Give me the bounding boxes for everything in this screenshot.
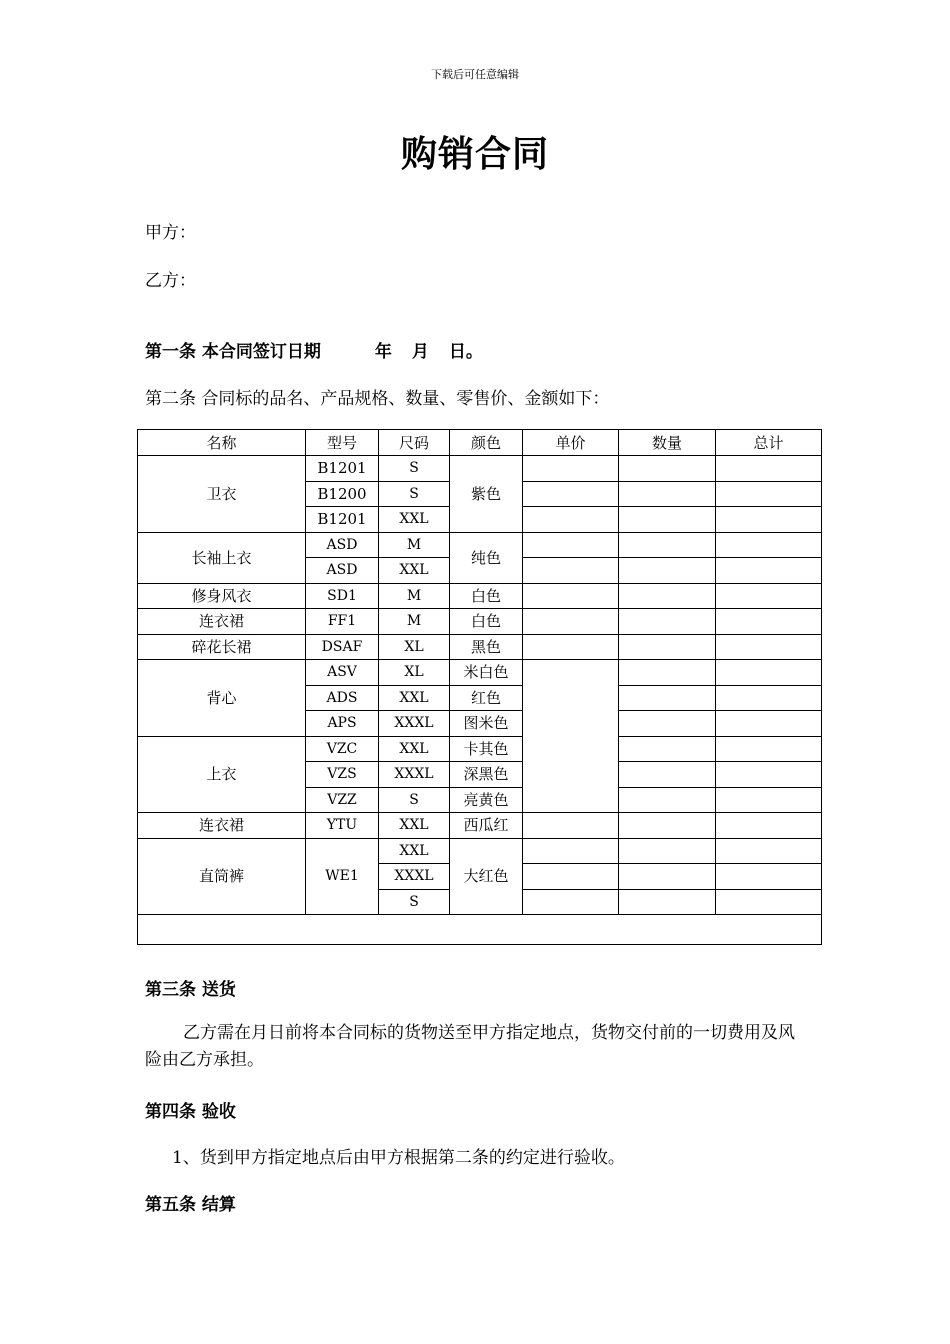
quantity-cell xyxy=(619,736,716,762)
color-cell: 深黑色 xyxy=(450,762,523,788)
color-cell: 图米色 xyxy=(450,711,523,737)
product-name-cell: 上衣 xyxy=(138,736,306,813)
model-cell: B1201 xyxy=(306,456,379,482)
model-cell: YTU xyxy=(306,813,379,839)
table-row xyxy=(138,736,822,762)
product-name-cell: 背心 xyxy=(138,660,306,737)
size-cell: S xyxy=(379,787,450,813)
total-cell xyxy=(716,583,822,609)
header-name: 名称 xyxy=(138,430,306,456)
total-cell xyxy=(716,889,822,915)
quantity-cell xyxy=(619,583,716,609)
model-cell: DSAF xyxy=(306,634,379,660)
quantity-cell xyxy=(619,532,716,558)
total-cell xyxy=(716,838,822,864)
color-cell: 卡其色 xyxy=(450,736,523,762)
quantity-cell xyxy=(619,481,716,507)
goods-table xyxy=(137,429,822,945)
size-cell: XXL xyxy=(379,507,450,533)
color-cell: 紫色 xyxy=(450,456,523,533)
quantity-cell xyxy=(619,609,716,635)
quantity-cell xyxy=(619,762,716,788)
quantity-cell xyxy=(619,558,716,584)
total-cell xyxy=(716,481,822,507)
total-cell xyxy=(716,558,822,584)
table-row xyxy=(138,838,822,864)
table-row xyxy=(138,609,822,635)
size-cell: XXL xyxy=(379,838,450,864)
product-name-cell: 长袖上衣 xyxy=(138,532,306,583)
color-cell: 白色 xyxy=(450,609,523,635)
header-quantity: 数量 xyxy=(619,430,716,456)
article-2-heading: 第二条 合同标的品名、产品规格、数量、零售价、金额如下： xyxy=(145,389,610,409)
header-model: 型号 xyxy=(306,430,379,456)
header-total: 总计 xyxy=(716,430,822,456)
contract-title: 购销合同 xyxy=(400,134,549,175)
table-footer-row xyxy=(138,915,822,945)
unit-price-cell xyxy=(523,507,619,533)
table-footer-cell xyxy=(138,915,822,945)
product-name-cell: 连衣裙 xyxy=(138,609,306,635)
article-1 xyxy=(145,337,483,362)
article-1-heading: 第一条 本合同签订日期 xyxy=(145,342,321,362)
size-cell: XXXL xyxy=(379,711,450,737)
total-cell xyxy=(716,864,822,890)
unit-price-cell xyxy=(523,813,619,839)
quantity-cell xyxy=(619,838,716,864)
unit-price-cell xyxy=(523,838,619,864)
header-unit-price: 单价 xyxy=(523,430,619,456)
party-b-label: 乙方： xyxy=(145,271,196,291)
color-cell: 大红色 xyxy=(450,838,523,915)
total-cell xyxy=(716,507,822,533)
size-cell: XXL xyxy=(379,736,450,762)
model-cell: ASV xyxy=(306,660,379,686)
quantity-cell xyxy=(619,813,716,839)
table-row xyxy=(138,456,822,482)
color-cell: 纯色 xyxy=(450,532,523,583)
total-cell xyxy=(716,456,822,482)
header-size: 尺码 xyxy=(379,430,450,456)
color-cell: 亮黄色 xyxy=(450,787,523,813)
unit-price-cell xyxy=(523,481,619,507)
table-row xyxy=(138,813,822,839)
product-name-cell: 直筒裤 xyxy=(138,838,306,915)
color-cell: 白色 xyxy=(450,583,523,609)
size-cell: XXXL xyxy=(379,864,450,890)
unit-price-cell xyxy=(523,634,619,660)
product-name-cell: 连衣裙 xyxy=(138,813,306,839)
model-cell: VZC xyxy=(306,736,379,762)
size-cell: XXXL xyxy=(379,762,450,788)
article-5-heading: 第五条 结算 xyxy=(145,1195,236,1215)
product-name-cell: 卫衣 xyxy=(138,456,306,533)
model-cell: VZZ xyxy=(306,787,379,813)
table-row xyxy=(138,634,822,660)
unit-price-cell xyxy=(523,532,619,558)
model-cell: FF1 xyxy=(306,609,379,635)
product-name-cell: 碎花长裙 xyxy=(138,634,306,660)
total-cell xyxy=(716,762,822,788)
unit-price-cell xyxy=(523,864,619,890)
total-cell xyxy=(716,813,822,839)
model-cell: ASD xyxy=(306,532,379,558)
header-note: 下载后可任意编辑 xyxy=(431,68,519,81)
article-4-item-1: 1、货到甲方指定地点后由甲方根据第二条的约定进行验收。 xyxy=(172,1148,625,1168)
color-cell: 米白色 xyxy=(450,660,523,686)
quantity-cell xyxy=(619,787,716,813)
total-cell xyxy=(716,711,822,737)
article-3-body: 乙方需在月日前将本合同标的货物送至甲方指定地点，货物交付前的一切费用及风险由乙方承担。 xyxy=(145,1023,795,1070)
model-cell: ASD xyxy=(306,558,379,584)
quantity-cell xyxy=(619,507,716,533)
table-row xyxy=(138,583,822,609)
unit-price-cell xyxy=(523,558,619,584)
quantity-cell xyxy=(619,660,716,686)
model-cell: APS xyxy=(306,711,379,737)
unit-price-cell xyxy=(523,583,619,609)
size-cell: M xyxy=(379,583,450,609)
model-cell: VZS xyxy=(306,762,379,788)
model-cell: B1201 xyxy=(306,507,379,533)
total-cell xyxy=(716,685,822,711)
size-cell: S xyxy=(379,889,450,915)
quantity-cell xyxy=(619,456,716,482)
size-cell: S xyxy=(379,481,450,507)
total-cell xyxy=(716,787,822,813)
model-cell: SD1 xyxy=(306,583,379,609)
model-cell: B1200 xyxy=(306,481,379,507)
table-row xyxy=(138,532,822,558)
unit-price-cell xyxy=(523,889,619,915)
article-1-month: 月 xyxy=(411,342,429,362)
total-cell xyxy=(716,660,822,686)
total-cell xyxy=(716,736,822,762)
quantity-cell xyxy=(619,864,716,890)
quantity-cell xyxy=(619,685,716,711)
size-cell: XXL xyxy=(379,685,450,711)
total-cell xyxy=(716,532,822,558)
size-cell: XXL xyxy=(379,813,450,839)
party-a-label: 甲方： xyxy=(145,223,196,243)
color-cell: 黑色 xyxy=(450,634,523,660)
header-color: 颜色 xyxy=(450,430,523,456)
article-3-heading: 第三条 送货 xyxy=(145,980,236,1000)
unit-price-cell xyxy=(523,609,619,635)
size-cell: XL xyxy=(379,660,450,686)
size-cell: S xyxy=(379,456,450,482)
model-cell: ADS xyxy=(306,685,379,711)
size-cell: M xyxy=(379,532,450,558)
quantity-cell xyxy=(619,889,716,915)
unit-price-cell xyxy=(523,660,619,813)
size-cell: XL xyxy=(379,634,450,660)
unit-price-cell xyxy=(523,456,619,482)
quantity-cell xyxy=(619,634,716,660)
article-4-heading: 第四条 验收 xyxy=(145,1102,236,1122)
product-name-cell: 修身风衣 xyxy=(138,583,306,609)
table-header-row xyxy=(138,430,822,456)
model-cell: WE1 xyxy=(306,838,379,915)
size-cell: XXL xyxy=(379,558,450,584)
article-1-day: 日。 xyxy=(448,342,483,362)
article-1-year: 年 xyxy=(374,342,392,362)
quantity-cell xyxy=(619,711,716,737)
size-cell: M xyxy=(379,609,450,635)
table-row xyxy=(138,660,822,686)
color-cell: 西瓜红 xyxy=(450,813,523,839)
total-cell xyxy=(716,609,822,635)
color-cell: 红色 xyxy=(450,685,523,711)
total-cell xyxy=(716,634,822,660)
